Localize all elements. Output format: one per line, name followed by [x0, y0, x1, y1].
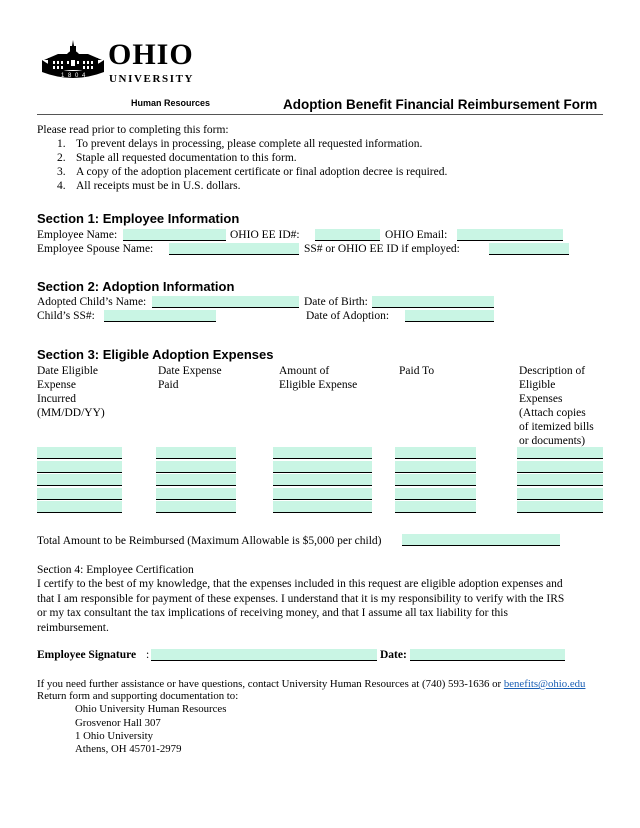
signature-label: Employee Signature: [37, 649, 137, 661]
expense-cell-input[interactable]: [37, 474, 122, 486]
column-header-date-paid: Date Expense Paid: [158, 365, 222, 391]
instruction-text: Staple all requested documentation to this form.: [76, 152, 297, 164]
certification-line: I certify to the best of my knowledge, that the expenses included in this request are eligible adoption expenses and: [37, 578, 563, 590]
dob-label: Date of Birth:: [304, 296, 368, 308]
signature-field[interactable]: [151, 649, 377, 661]
adoption-date-label: Date of Adoption:: [306, 310, 390, 322]
expense-cell-input[interactable]: [37, 461, 122, 473]
address-line: Athens, OH 45701-2979: [75, 743, 182, 755]
child-ssn-label: Child’s SS#:: [37, 310, 95, 322]
expense-cell-input[interactable]: [517, 474, 603, 486]
expense-cell-input[interactable]: [156, 474, 236, 486]
expense-cell-input[interactable]: [156, 461, 236, 473]
instruction-number: 3.: [57, 166, 66, 178]
address-line: Grosvenor Hall 307: [75, 717, 161, 729]
expense-cell-input[interactable]: [517, 501, 603, 513]
expense-cell-input[interactable]: [156, 488, 236, 500]
expense-cell-input[interactable]: [156, 447, 236, 459]
spouse-name-field[interactable]: [169, 243, 299, 255]
logo-name-university: UNIVERSITY: [109, 73, 195, 85]
logo-year: 1 8 0 4: [61, 73, 87, 79]
expense-cell-input[interactable]: [273, 501, 372, 513]
column-header-date-incurred: Date Eligible Expense Incurred (MM/DD/YY): [37, 365, 105, 419]
email-label: OHIO Email:: [385, 229, 448, 241]
header-rule: [37, 114, 603, 115]
expense-cell-input[interactable]: [273, 488, 372, 500]
expense-cell-input[interactable]: [156, 501, 236, 513]
expense-cell-input[interactable]: [517, 488, 603, 500]
expense-cell-input[interactable]: [395, 447, 476, 459]
certification-line: reimbursement.: [37, 622, 109, 634]
instruction-number: 1.: [57, 138, 66, 150]
assistance-text-body: If you need further assistance or have questions, contact University Human Resources at (740) 593-1636 or: [37, 678, 502, 690]
email-field[interactable]: [457, 229, 563, 241]
section1-heading: Section 1: Employee Information: [37, 211, 240, 226]
section2-heading: Section 2: Adoption Information: [37, 279, 235, 294]
expense-cell-input[interactable]: [395, 474, 476, 486]
employee-name-label: Employee Name:: [37, 229, 118, 241]
column-header-amount: Amount of Eligible Expense: [279, 365, 358, 391]
column-header-paid-to: Paid To: [399, 365, 435, 377]
date-label: Date:: [380, 649, 407, 661]
form-title: Adoption Benefit Financial Reimbursement Form: [283, 97, 598, 112]
total-amount-label: Total Amount to be Reimbursed (Maximum Allowable is $5,000 per child): [37, 535, 382, 547]
expense-cell-input[interactable]: [273, 461, 372, 473]
expense-cell-input[interactable]: [37, 488, 122, 500]
assistance-text: [37, 678, 585, 690]
spouse-name-label: Employee Spouse Name:: [37, 243, 154, 255]
child-name-label: Adopted Child’s Name:: [37, 296, 147, 308]
child-name-field[interactable]: [152, 296, 299, 308]
expense-cell-input[interactable]: [395, 461, 476, 473]
certification-line: that I am responsible for payment of these expenses. I understand that it is my responsibility to verify with the IRS: [37, 593, 565, 605]
expense-cell-input[interactable]: [37, 501, 122, 513]
expense-cell-input[interactable]: [395, 501, 476, 513]
dob-field[interactable]: [372, 296, 494, 308]
expense-cell-input[interactable]: [517, 461, 603, 473]
ee-id-label: OHIO EE ID#:: [230, 229, 300, 241]
instruction-number: 2.: [57, 152, 66, 164]
expense-cell-input[interactable]: [273, 447, 372, 459]
expense-cell-input[interactable]: [37, 447, 122, 459]
logo-department: Human Resources: [131, 98, 211, 108]
section3-heading: Section 3: Eligible Adoption Expenses: [37, 347, 274, 362]
instruction-text: To prevent delays in processing, please complete all requested information.: [76, 138, 423, 150]
expense-cell-input[interactable]: [395, 488, 476, 500]
address-line: Ohio University Human Resources: [75, 703, 227, 715]
total-amount-field[interactable]: [402, 534, 560, 546]
employee-name-field[interactable]: [123, 229, 226, 241]
instructions-intro: Please read prior to completing this form:: [37, 124, 229, 136]
spouse-id-field[interactable]: [489, 243, 569, 255]
instruction-number: 4.: [57, 180, 66, 192]
logo-name-ohio: OHIO: [108, 38, 194, 71]
adoption-date-field[interactable]: [405, 310, 494, 322]
instruction-text: A copy of the adoption placement certificate or final adoption decree is required.: [76, 166, 448, 178]
expense-cell-input[interactable]: [517, 447, 603, 459]
spouse-id-label: SS# or OHIO EE ID if employed:: [304, 243, 460, 255]
signature-colon: :: [146, 649, 150, 661]
column-header-description: Description of Eligible Expenses (Attach copies of itemized bills or documents): [519, 365, 594, 447]
certification-line: or my tax consultant the tax implications of receiving money, and that I assume all tax liability for this: [37, 607, 508, 619]
ee-id-field[interactable]: [315, 229, 380, 241]
section4-heading: Section 4: Employee Certification: [37, 564, 194, 576]
signature-date-field[interactable]: [410, 649, 565, 661]
address-line: 1 Ohio University: [75, 730, 153, 742]
expense-cell-input[interactable]: [273, 474, 372, 486]
benefits-email-link[interactable]: benefits@ohio.edu: [503, 678, 586, 690]
return-text: Return form and supporting documentation to:: [37, 690, 239, 702]
instruction-text: All receipts must be in U.S. dollars.: [76, 180, 241, 192]
child-ssn-field[interactable]: [104, 310, 216, 322]
